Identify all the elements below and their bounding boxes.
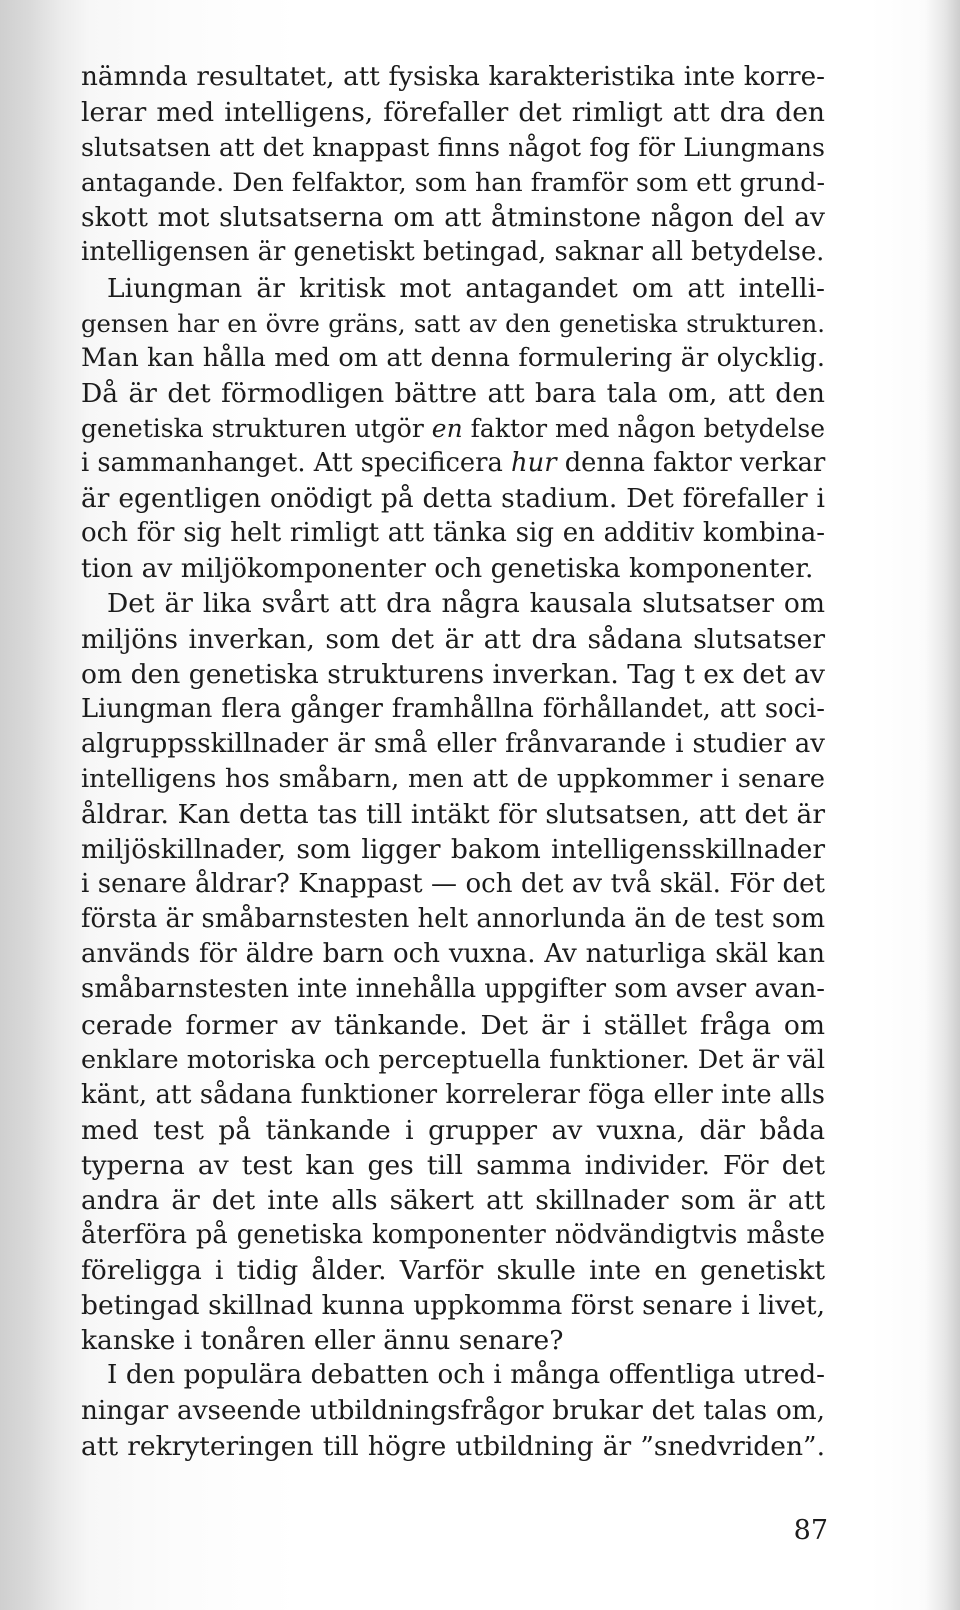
text-line-36: betingad skillnad kunna uppkomma först senare i livet,	[81, 1290, 825, 1322]
text-line-5: skott mot slutsatserna om att åtminstone någon del av	[81, 202, 825, 234]
text-line-34: återföra på genetiska komponenter nödvändigtvis måste	[81, 1220, 825, 1251]
text-line-15: tion av miljökomponenter och genetiska komponenter.	[81, 553, 814, 585]
text-line-39: ningar avseende utbildningsfrågor brukar det talas om,	[81, 1395, 825, 1426]
text-line-32: typerna av test kan ges till samma individer. För det	[81, 1149, 825, 1181]
text-line-16: Det är lika svårt att dra några kausala slutsatser om	[107, 588, 825, 620]
text-line-8: gensen har en övre gräns, satt av den genetiska strukturen.	[81, 308, 825, 338]
text-line-6: intelligensen är genetiskt betingad, saknar all betydelse.	[81, 237, 825, 268]
text-line-28: cerade former av tänkande. Det är i stället fråga om	[81, 1009, 825, 1041]
text-line-1: nämnda resultatet, att fysiska karakteristika inte korre-	[81, 62, 825, 92]
text-line-4: antagande. Den felfaktor, som han framför som ett grund-	[81, 168, 825, 198]
text-line-14: och för sig helt rimligt att tänka sig en additiv kombina-	[81, 518, 825, 549]
text-line-7: Liungman är kritisk mot antagandet om att intelli-	[107, 272, 825, 304]
text-line-13: är egentligen onödigt på detta stadium. Det förefaller i	[81, 483, 825, 515]
page-number: 87	[793, 1515, 828, 1546]
text-line-29: enklare motoriska och perceptuella funktioner. Det är väl	[81, 1044, 825, 1075]
text-line-27: småbarnstesten inte innehålla uppgifter som avser avan-	[81, 974, 825, 1005]
text-line-37: kanske i tonåren eller ännu senare?	[81, 1325, 564, 1357]
text-line-38: I den populära debatten och i många offentliga utred-	[107, 1360, 825, 1391]
text-line-40: att rekryteringen till högre utbildning är ”snedvriden”.	[81, 1430, 825, 1462]
text-line-35: föreligga i tidig ålder. Varför skulle inte en genetiskt	[81, 1255, 825, 1287]
text-line-12: i sammanhanget. Att specificera hur denna faktor verkar	[81, 448, 826, 479]
body-text	[81, 60, 825, 1464]
text-line-3: slutsatsen att det knappast finns något fog för Liungmans	[81, 133, 825, 163]
text-line-21: intelligens hos småbarn, men att de uppkommer i senare	[81, 763, 825, 794]
text-line-18: om den genetiska strukturens inverkan. Tag t ex det av	[81, 658, 825, 690]
emphasis-hur: hur	[511, 448, 557, 479]
text-line-23: miljöskillnader, som ligger bakom intelligensskillnader	[81, 834, 825, 866]
text-line-25: första är småbarnstesten helt annorlunda än de test som	[81, 904, 825, 935]
text-line-30: känt, att sådana funktioner korrelerar föga eller inte alls	[81, 1079, 825, 1110]
emphasis-en: en	[431, 413, 463, 443]
text-line-11: genetiska strukturen utgör en faktor med någon betydelse	[81, 413, 825, 443]
text-line-31: med test på tänkande i grupper av vuxna, där båda	[81, 1114, 825, 1146]
text-line-20: algruppsskillnader är små eller frånvarande i studier av	[81, 728, 825, 759]
text-line-24: i senare åldrar? Knappast — och det av två skäl. För det	[81, 869, 825, 900]
text-line-26: används för äldre barn och vuxna. Av naturliga skäl kan	[81, 939, 825, 970]
text-line-10: Då är det förmodligen bättre att bara tala om, att den	[81, 377, 825, 409]
text-line-2: lerar med intelligens, förefaller det rimligt att dra den	[81, 97, 825, 129]
text-line-33: andra är det inte alls säkert att skillnader som är att	[81, 1185, 825, 1216]
text-line-17: miljöns inverkan, som det är att dra sådana slutsatser	[81, 623, 825, 655]
text-line-19: Liungman flera gånger framhållna förhållandet, att soci-	[81, 693, 825, 724]
text-line-9: Man kan hålla med om att denna formulering är olycklig.	[81, 342, 825, 373]
text-line-22: åldrar. Kan detta tas till intäkt för slutsatsen, att det är	[81, 798, 825, 830]
